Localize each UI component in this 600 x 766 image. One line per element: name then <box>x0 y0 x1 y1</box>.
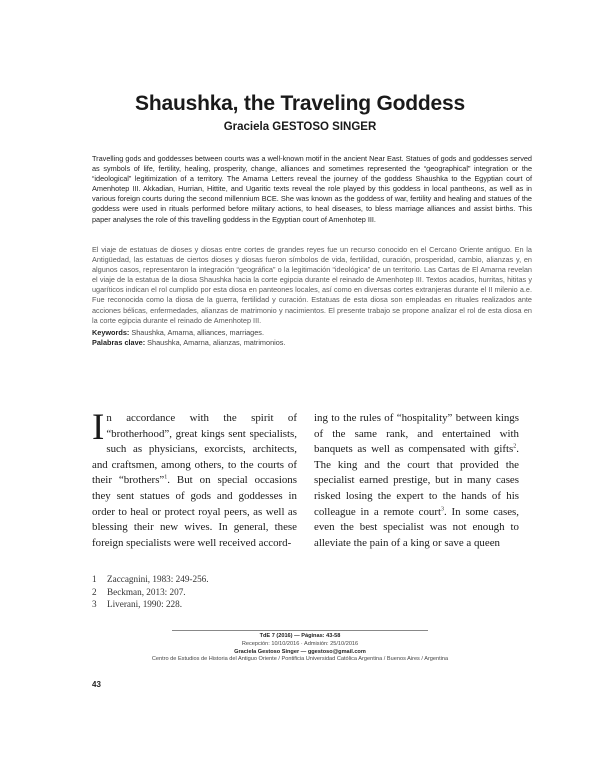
body-text-segment: ing to the rules of “hospitality” between kings of the same rank, and entertained with banquets as well as compensated with gifts <box>314 412 519 456</box>
keywords-value: Shaushka, Amarna, alliances, marriages. <box>129 328 264 337</box>
author-affiliation: Centro de Estudios de Historia del Antiguo Oriente / Pontificia Universidad Católica Argentina / Buenos Aires / Argentina <box>151 656 449 663</box>
journal-imprint <box>60 633 540 664</box>
body-text <box>92 407 534 561</box>
footnote <box>92 598 532 611</box>
body-text-segment: . In some cases, even the best specialist was not enough to alleviate the pain of a king or save a queen <box>314 505 519 549</box>
footnote-text: Liverani, 1990: 228. <box>107 599 183 610</box>
page-number: 43 <box>92 680 101 689</box>
body-text-segment: . The king and the court that provided the specialist earned prestige, but in many cases risked losing the expert to the hands of his colleague in a remote court <box>314 443 519 518</box>
body-text-segment: . But on special occasions they sent statues of gods and goddesses in order to heal or protect royal peers, as well as blessing their new wives. In general, these foreign specialists were well received accord- <box>92 474 297 549</box>
footnote-text: Zaccagnini, 1983: 249-256. <box>107 574 209 584</box>
footnotes <box>92 573 532 611</box>
author-email[interactable]: Graciela Gestoso Singer — ggestoso@gmail.com <box>234 648 366 655</box>
body-column-right <box>314 411 519 551</box>
drop-cap: I <box>92 407 105 448</box>
footnote-ref-3[interactable]: 3 <box>441 505 444 512</box>
journal-citation: TdE 7 (2016) — Páginas: 43-58 <box>259 633 341 639</box>
keywords-label: Keywords: <box>92 328 130 337</box>
article-author: Graciela GESTOSO SINGER <box>223 121 377 133</box>
footnote-number: 1 <box>92 574 97 584</box>
keywords-english <box>92 328 532 338</box>
keywords-block <box>92 328 532 348</box>
footnote <box>92 586 532 599</box>
footnote-number: 2 <box>92 586 97 597</box>
footnote <box>92 573 532 586</box>
article-title: Shaushka, the Traveling Goddess <box>135 92 465 115</box>
abstract-english: Travelling gods and goddesses between courts was a well-known motif in the ancient Near East. Statues of gods and goddesses served as symbols of life, fertility, healing, prosperity, change, alliances and sometimes represented the “geographical” integration or the “ideological” legitimization of a territory. The Amarna Letters reveal the journey of the goddess Shaushka to the Egyptian court of Amenhotep III. Akkadian, Hurrian, Hittite, and Ugaritic texts reveal the role played by this goddess in local pantheons, as well as in various foreign courts during the second millennium BCE. She was known as the goddess of war, fertility and healing and statues of the goddess were used in rituals performed before military actions, to heal diseases, to bless marriage alliances and assist births. This paper analyses the role of this travelling goddess in the Egyptian court of Amenhotep III. <box>92 154 532 224</box>
footnote-number: 3 <box>92 599 97 610</box>
body-text-segment: n accordance with the spirit of “brotherhood”, great kings sent specialists, such as physicians, exorcists, architects, and craftsmen, among others, to the courts of their “brothers” <box>92 412 297 487</box>
keywords-spanish <box>92 338 532 348</box>
footnote-ref-2[interactable]: 2 <box>513 443 517 450</box>
body-column-left <box>92 407 297 551</box>
imprint-divider <box>172 630 428 631</box>
palabras-clave-label: Palabras clave: <box>92 338 146 347</box>
footnote-ref-1[interactable]: 1 <box>164 474 168 481</box>
submission-dates: Recepción: 10/10/2016 · Admisión: 25/10/2016 <box>241 640 359 647</box>
abstract-spanish: El viaje de estatuas de dioses y diosas entre cortes de grandes reyes fue un recurso conocido en el Cercano Oriente antiguo. En la Antigüedad, las estatuas de ciertos dioses y diosas fueron símbolos de vida, fertilidad, curación, prosperidad, cambio, alianzas y, en algunos casos, representaron la integración “geográfica” o la legitimación “ideológica” de un territorio. Las Cartas de El Amarna revelan el viaje de la estatua de la diosa Shaushka hacia la corte egipcia durante el reinado de Amenhotep III. Textos acadios, hurritas, hititas y ugaríticos indican el rol cumplido por esta diosa en panteones locales, así como en diversas cortes extranjeras durante el II milenio a.e. Fue reconocida como la diosa de la guerra, fertilidad y curación. Estatuas de esta diosa son empleadas en rituales realizados ante acciones bélicas, enfermedades, alianzas de matrimonio y nacimientos. El presente trabajo se propone analizar el rol de esta diosa en la corte egipcia durante el reinado de Amenhotep III. <box>92 245 532 325</box>
palabras-clave-value: Shaushka, Amarna, alianzas, matrimonios. <box>145 338 286 347</box>
footnote-text: Beckman, 2013: 207. <box>107 586 186 597</box>
